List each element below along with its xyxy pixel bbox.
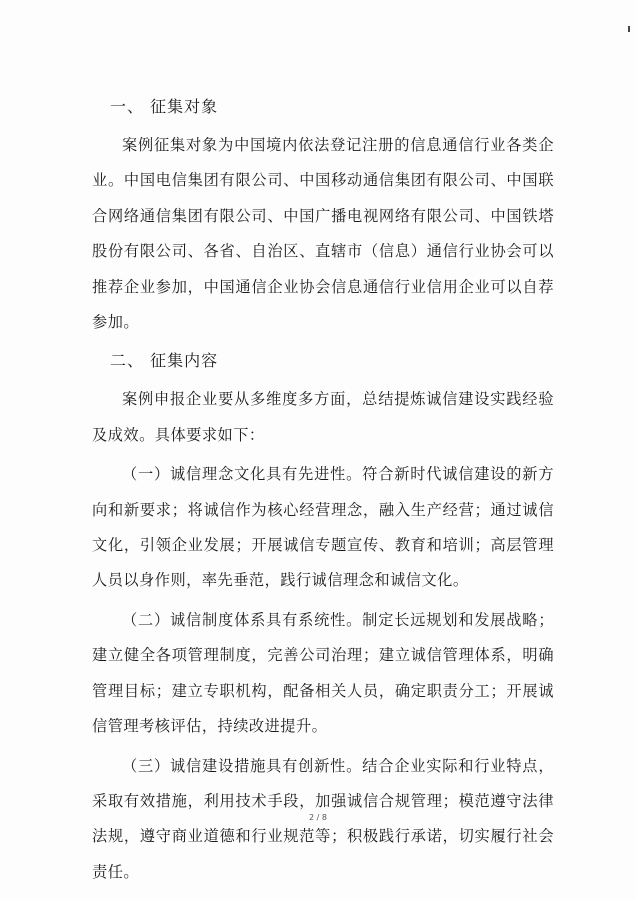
paragraph-requirements-intro: 案例申报企业要从多维度多方面，总结提炼诚信建设实践经验及成效。具体要求如下： <box>92 390 554 444</box>
scan-mark <box>628 26 630 32</box>
paragraph-requirement-3: （三）诚信建设措施具有创新性。结合企业实际和行业特点，采取有效措施，利用技术手段，加强诚信合规管理；模范遵守法律法规，遵守商业道德和行业规范等；积极践行承诺，切实履行社会责任。 <box>92 756 554 881</box>
document-body <box>92 92 554 890</box>
page-number: 2 / 8 <box>309 813 327 822</box>
section-heading-collection-targets: 一、 征集对象 <box>110 97 219 116</box>
paragraph-collection-targets: 案例征集对象为中国境内依法登记注册的信息通信行业各类企业。中国电信集团有限公司、中国移动通信集团有限公司、中国联合网络通信集团有限公司、中国广播电视网络有限公司、中国铁塔股份有限公司、各省、自治区、直辖市（信息）通信行业协会可以推荐企业参加，中国通信企业协会信息通信行业信用企业可以自荐参加。 <box>92 136 554 332</box>
paragraph-requirement-2: （二）诚信制度体系具有系统性。制定长远规划和发展战略；建立健全各项管理制度，完善公司治理；建立诚信管理体系，明确管理目标；建立专职机构，配备相关人员，确定职责分工；开展诚信管理考核评估，持续改进提升。 <box>92 610 554 736</box>
paragraph-requirement-1: （一）诚信理念文化具有先进性。符合新时代诚信建设的新方向和新要求；将诚信作为核心经营理念，融入生产经营；通过诚信文化，引领企业发展；开展诚信专题宣传、教育和培训；高层管理人员以身作则，率先垂范，践行诚信理念和诚信文化。 <box>92 465 554 590</box>
section-heading-collection-content: 二、 征集内容 <box>110 351 219 371</box>
